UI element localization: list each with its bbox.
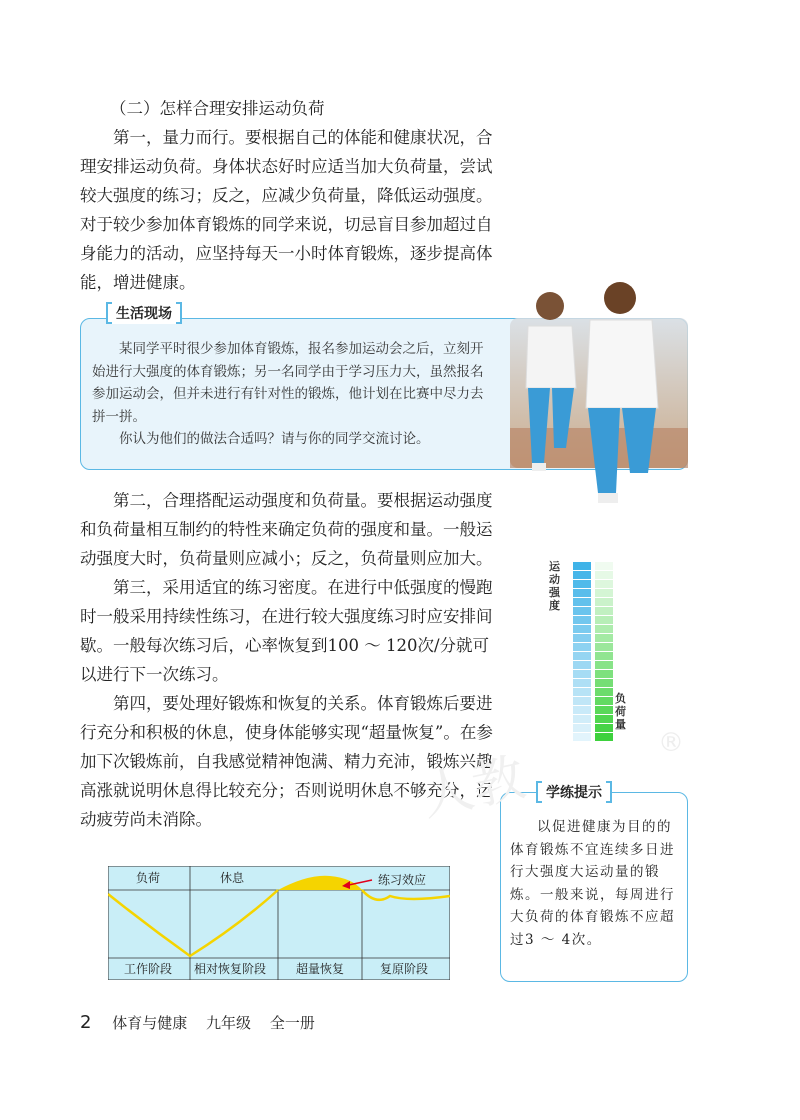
intensity-bar-segment	[573, 715, 591, 723]
diagram-label-effect: 练习效应	[378, 873, 427, 887]
paragraph-fourth: 第四，要处理好锻炼和恢复的关系。体育锻炼后要进行充分和积极的休息，使身体能够实现“超量恢复”。在参加下次锻炼前，自我感觉精神饱满、精力充沛，锻炼兴趣高涨就说明休息得比较充分；否则说明休息不够充分，运动疲劳尚未消除。	[80, 694, 493, 829]
book-title: 体育与健康	[112, 1014, 188, 1032]
intensity-load-bars	[545, 560, 625, 740]
tips-paragraph: 以促进健康为目的的体育锻炼不宜连续多日进行大强度大运动量的锻炼。一般来说，每周进行大负荷的体育锻炼不应超过3 ～ 4次。	[510, 819, 675, 948]
intensity-bar-segment	[573, 562, 591, 570]
book-grade: 九年级	[206, 1014, 252, 1032]
load-bar-segment	[595, 733, 613, 741]
section-heading: （二）怎样合理安排运动负荷	[110, 99, 325, 118]
paragraph-third: 第三，采用适宜的练习密度。在进行中低强度的慢跑时一般采用持续性练习，在进行较大强度练习时应安排间歇。一般每次练习后，心率恢复到100 ～ 120次/分就可以进行下一次练习。	[80, 578, 493, 684]
tips-text	[510, 816, 680, 951]
watermark: 人教	[416, 747, 531, 829]
intensity-bar-segment	[573, 733, 591, 741]
intensity-bar-segment	[573, 706, 591, 714]
load-bar-segment	[595, 688, 613, 696]
diagram-phase-relative-recovery: 相对恢复阶段	[194, 962, 267, 976]
diagram-phase-restoration: 复原阶段	[380, 962, 429, 976]
page-footer	[80, 1012, 329, 1033]
runners-photo	[470, 278, 688, 510]
life-scene-tag: 生活现场	[108, 302, 180, 324]
section-1	[80, 94, 500, 297]
paragraph-second: 第二，合理搭配运动强度和负荷量。要根据运动强度和负荷量相互制约的特性来确定负荷的强度和量。一般运动强度大时，负荷量则应减小；反之，负荷量则应加大。	[80, 491, 493, 568]
diagram-phase-super-recovery: 超量恢复	[296, 962, 345, 976]
load-bar-segment	[595, 571, 613, 579]
load-bar-segment	[595, 652, 613, 660]
intensity-bar-segment	[573, 643, 591, 651]
intensity-bar-segment	[573, 661, 591, 669]
intensity-bar-segment	[573, 697, 591, 705]
intensity-bar-segment	[573, 616, 591, 624]
intensity-bar-segment	[573, 688, 591, 696]
intensity-bar-segment	[573, 724, 591, 732]
load-bar-segment	[595, 661, 613, 669]
registered-mark: ®	[658, 728, 684, 758]
diagram-phase-work: 工作阶段	[124, 962, 173, 976]
intensity-bar-segment	[573, 580, 591, 588]
load-bar-segment	[595, 670, 613, 678]
life-scene-question: 你认为他们的做法合适吗？请与你的同学交流讨论。	[119, 431, 430, 447]
load-bar-segment	[595, 580, 613, 588]
life-scene-text	[92, 338, 487, 451]
life-scene-paragraph: 某同学平时很少参加体育锻炼，报名参加运动会之后，立刻开始进行大强度的体育锻炼；另一名同学由于学习压力大，虽然报名参加运动会，但并未进行有针对性的锻炼，他计划在比赛中尽力去拼一拼。	[92, 341, 484, 425]
intensity-bar-segment	[573, 652, 591, 660]
load-bar-segment	[595, 634, 613, 642]
load-bar-segment	[595, 697, 613, 705]
intensity-bar-segment	[573, 598, 591, 606]
intensity-bar-segment	[573, 589, 591, 597]
load-bar-segment	[595, 625, 613, 633]
diagram-label-rest: 休息	[220, 871, 245, 885]
paragraph-first: 第一，量力而行。要根据自己的体能和健康状况，合理安排运动负荷。身体状态好时应适当加大负荷量，尝试较大强度的练习；反之，应减少负荷量，降低运动强度。对于较少参加体育锻炼的同学来说，切忌盲目参加超过自身能力的活动，应坚持每天一小时体育锻炼，逐步提高体能，增进健康。	[80, 128, 493, 292]
intensity-bar-segment	[573, 634, 591, 642]
load-label: 负荷量	[615, 692, 626, 731]
load-bar-segment	[595, 598, 613, 606]
tips-tag: 学练提示	[538, 781, 610, 803]
book-volume: 全一册	[269, 1014, 315, 1032]
page-number: 2	[80, 1012, 92, 1033]
load-bar-segment	[595, 715, 613, 723]
intensity-bar-segment	[573, 625, 591, 633]
intensity-label: 运动强度	[549, 560, 560, 612]
load-bar-segment	[595, 589, 613, 597]
load-bar-segment	[595, 706, 613, 714]
intensity-bar-segment	[573, 670, 591, 678]
load-bar-segment	[595, 643, 613, 651]
intensity-bar-segment	[573, 607, 591, 615]
load-bar-segment	[595, 616, 613, 624]
intensity-bar-segment	[573, 679, 591, 687]
intensity-bar-segment	[573, 571, 591, 579]
diagram-label-load: 负荷	[136, 871, 161, 885]
load-bar-segment	[595, 607, 613, 615]
load-bar-segment	[595, 724, 613, 732]
load-bar-segment	[595, 679, 613, 687]
load-bar-segment	[595, 562, 613, 570]
training-effect-diagram	[108, 866, 450, 980]
